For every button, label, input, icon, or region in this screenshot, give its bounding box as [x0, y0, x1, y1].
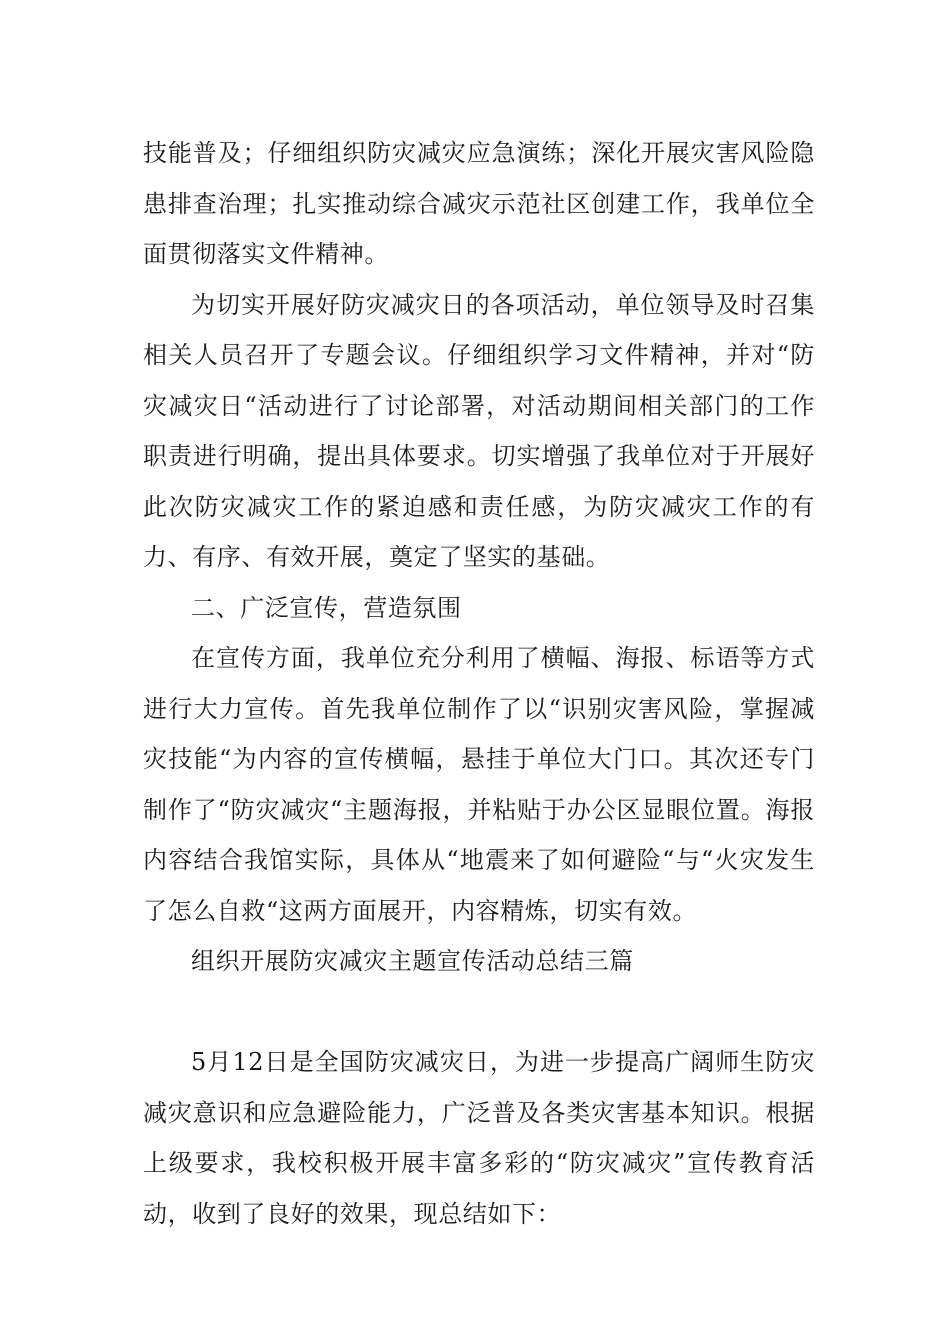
paragraph-meeting: 为切实开展好防灾减灾日的各项活动，单位领导及时召集相关人员召开了专题会议。仔细组织学习文件精神，并对“防灾减灾日“活动进行了讨论部署，对活动期间相关部门的工作职责进行明确，提出具体要求。切实增强了我单位对于开展好此次防灾减灾工作的紧迫感和责任感，为防灾减灾工作的有力、有序、有效开展，奠定了坚实的基础。 — [143, 290, 815, 571]
article-title: 组织开展防灾减灾主题宣传活动总结三篇 — [191, 947, 634, 975]
paragraph-publicity: 在宣传方面，我单位充分利用了横幅、海报、标语等方式进行大力宣传。首先我单位制作了以“识别灾害风险，掌握减灾技能“为内容的宣传横幅，悬挂于单位大门口。其次还专门制作了“防灾减灾“主题海报，并粘贴于办公区显眼位置。海报内容结合我馆实际，具体从“地震来了如何避险“与“火灾发生了怎么自救“这两方面展开，内容精炼，切实有效。 — [143, 644, 815, 925]
paragraph-continuation: 技能普及；仔细组织防灾减灾应急演练；深化开展灾害风险隐患排查治理；扎实推动综合减灾示范社区创建工作，我单位全面贯彻落实文件精神。 — [143, 139, 815, 268]
paragraph-intro: 5月12日是全国防灾减灾日，为进一步提高广阔师生防灾减灾意识和应急避险能力，广泛普及各类灾害基本知识。根据上级要求，我校积极开展丰富多彩的“防灾减灾”宣传教育活动，收到了良好的效果，现总结如下： — [143, 1048, 815, 1228]
section-heading: 二、广泛宣传，营造氛围 — [191, 593, 462, 622]
document-body — [143, 128, 815, 1239]
blank-line — [143, 987, 815, 1038]
